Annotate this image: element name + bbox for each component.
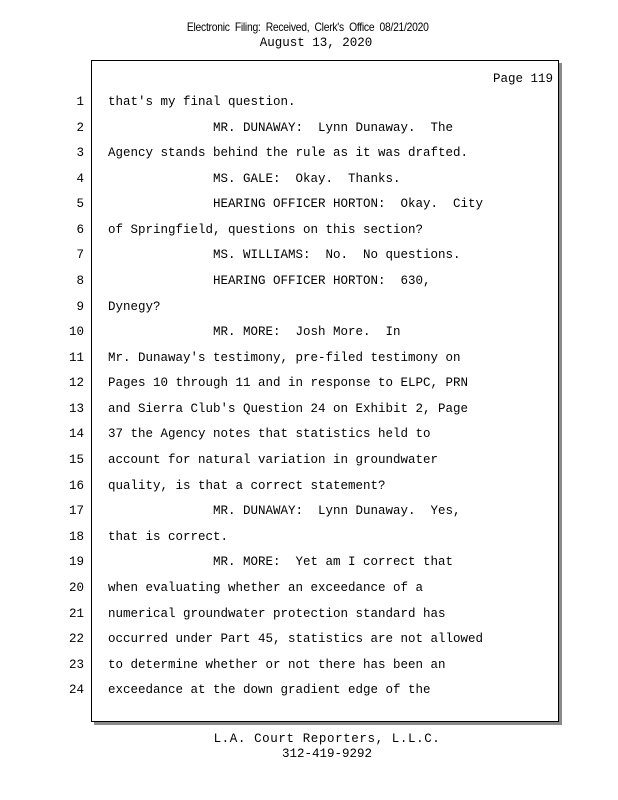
line-text: and Sierra Club's Question 24 on Exhibit 2, Page	[108, 402, 469, 416]
line-text: 37 the Agency notes that statistics held to	[108, 427, 431, 441]
hearing-date: August 13, 2020	[259, 36, 373, 50]
line-text: Dynegy?	[108, 300, 161, 314]
line-text: that is correct.	[108, 530, 229, 544]
line-number: 16	[68, 479, 84, 493]
line-number: 21	[68, 607, 84, 621]
line-number: 1	[76, 95, 84, 109]
line-text: numerical groundwater protection standard has	[108, 607, 446, 621]
line-text: Agency stands behind the rule as it was drafted.	[108, 146, 469, 160]
line-text: Mr. Dunaway's testimony, pre-filed testimony on	[108, 351, 461, 365]
line-number: 15	[68, 453, 84, 467]
line-number: 6	[76, 223, 84, 237]
line-text: occurred under Part 45, statistics are not allowed	[108, 632, 484, 646]
line-text: that's my final question.	[108, 95, 296, 109]
line-number: 9	[76, 300, 84, 314]
line-text: MR. DUNAWAY: Lynn Dunaway. The	[108, 121, 454, 135]
line-text: MR. DUNAWAY: Lynn Dunaway. Yes,	[108, 504, 461, 518]
line-number: 11	[68, 351, 84, 365]
line-text: HEARING OFFICER HORTON: Okay. City	[108, 197, 484, 211]
line-number: 2	[76, 121, 84, 135]
line-number: 12	[68, 376, 84, 390]
line-number: 10	[68, 325, 84, 339]
line-text: account for natural variation in groundwater	[108, 453, 439, 467]
line-text: MR. MORE: Josh More. In	[108, 325, 401, 339]
line-text: MS. GALE: Okay. Thanks.	[108, 172, 401, 186]
line-number: 13	[68, 402, 84, 416]
line-text: MR. MORE: Yet am I correct that	[108, 555, 454, 569]
line-text: HEARING OFFICER HORTON: 630,	[108, 274, 431, 288]
line-number: 22	[68, 632, 84, 646]
filing-stamp: Electronic Filing: Received, Clerk's Office 08/21/2020	[186, 20, 429, 34]
line-number: 20	[68, 581, 84, 595]
line-number: 3	[76, 146, 84, 160]
line-text: MS. WILLIAMS: No. No questions.	[108, 248, 461, 262]
page-number-label: Page 119	[492, 72, 553, 86]
line-text: quality, is that a correct statement?	[108, 479, 386, 493]
line-number: 23	[68, 658, 84, 672]
line-number: 7	[76, 248, 84, 262]
line-number: 17	[68, 504, 84, 518]
line-text: when evaluating whether an exceedance of a	[108, 581, 424, 595]
line-text: Pages 10 through 11 and in response to ELPC, PRN	[108, 376, 469, 390]
line-number: 19	[68, 555, 84, 569]
reporter-company: L.A. Court Reporters, L.L.C.	[213, 732, 441, 746]
line-number: 8	[76, 274, 84, 288]
line-text: exceedance at the down gradient edge of the	[108, 683, 431, 697]
line-text: of Springfield, questions on this section?	[108, 223, 424, 237]
line-number: 14	[68, 427, 84, 441]
line-number: 4	[76, 172, 84, 186]
line-number: 24	[68, 683, 84, 697]
line-number: 5	[76, 197, 84, 211]
line-number: 18	[68, 530, 84, 544]
line-text: to determine whether or not there has been an	[108, 658, 446, 672]
reporter-phone: 312-419-9292	[281, 747, 372, 761]
